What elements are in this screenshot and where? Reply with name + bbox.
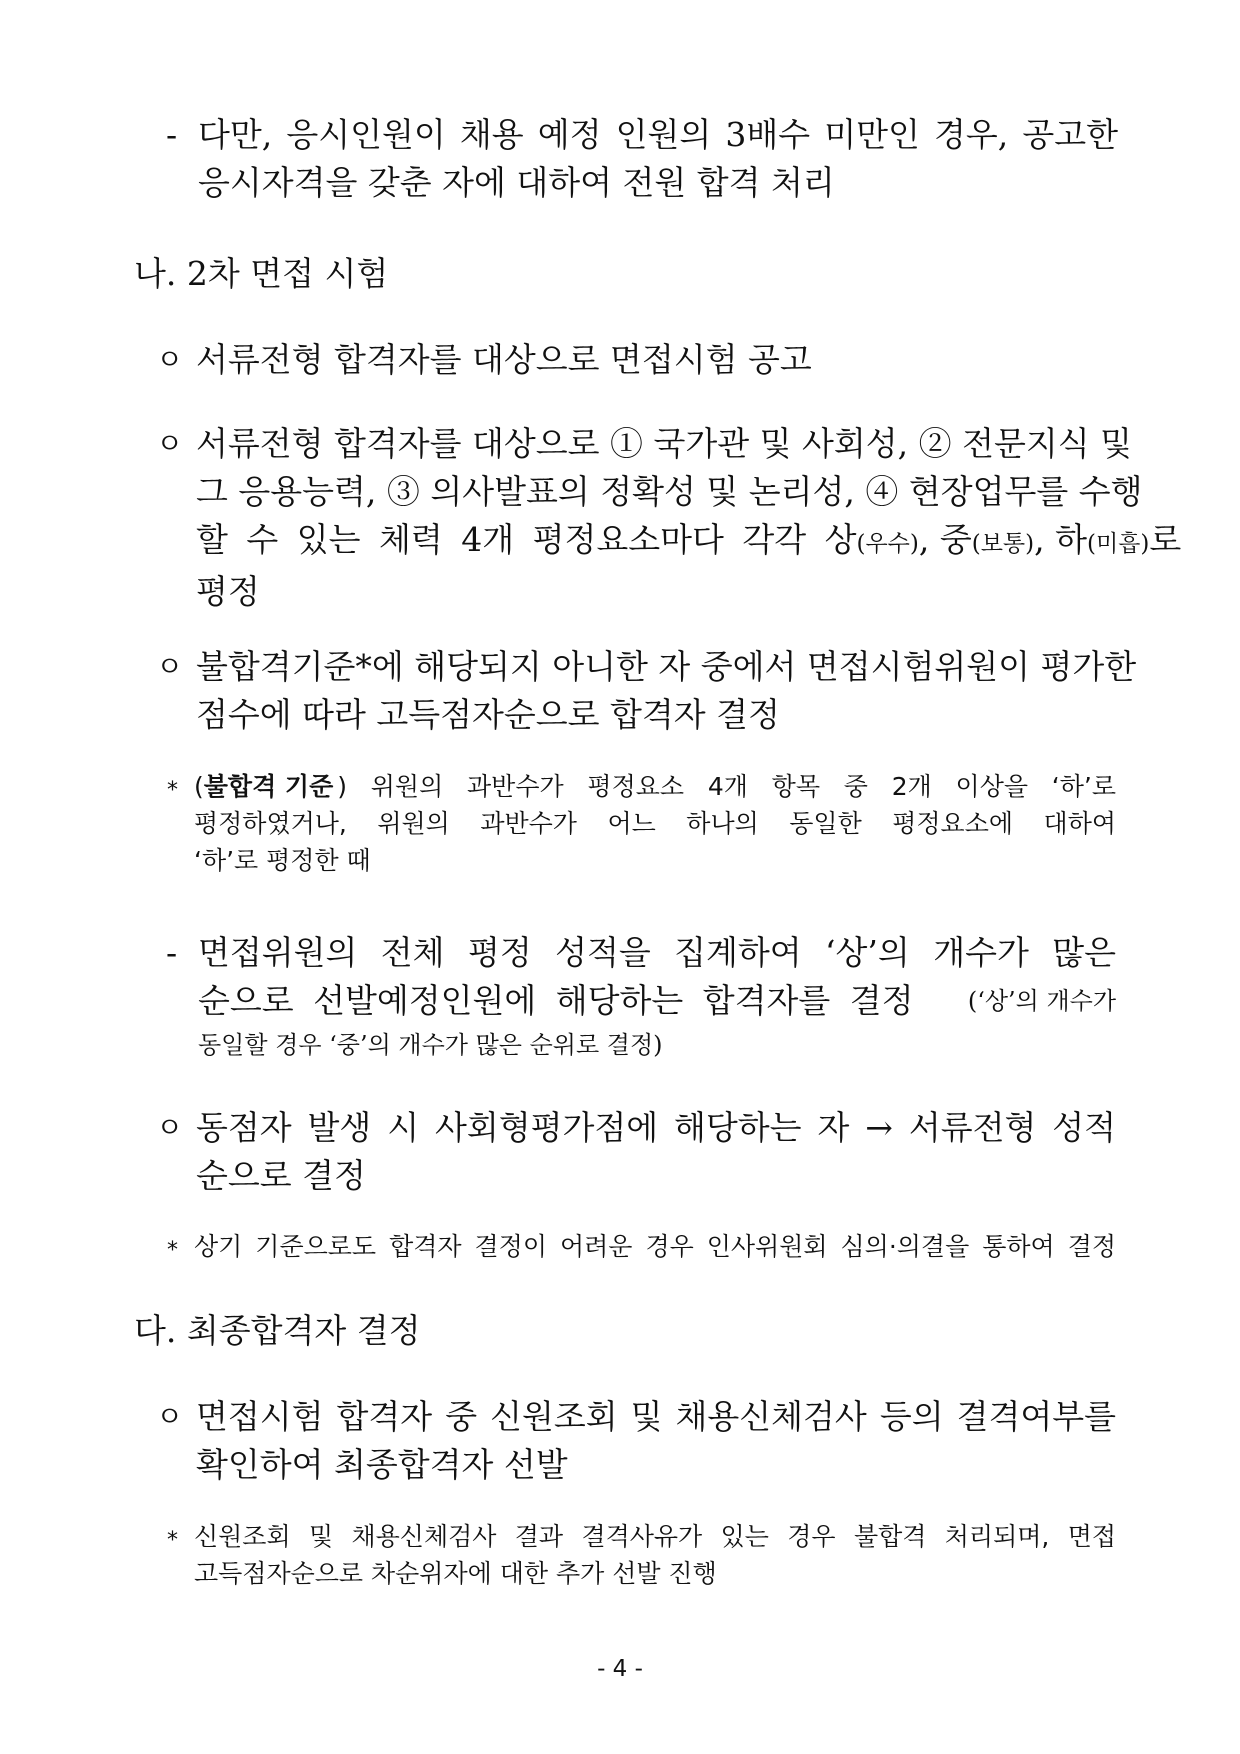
circle-bullet-marker: ㅇ xyxy=(156,650,184,683)
text-line xyxy=(198,977,1116,1025)
text-line: 서류전형 합격자를 대상으로 면접시험 공고 xyxy=(196,340,812,379)
dash-marker: - xyxy=(166,933,178,972)
text-line: 평정 xyxy=(196,572,260,611)
text-line: 동점자 발생 시 사회형평가점에 해당하는 자 → 서류전형 성적 xyxy=(196,1108,1116,1147)
text-line-grades xyxy=(196,516,1182,568)
text-line: 신원조회 및 채용신체검사 결과 결격사유가 있는 경우 불합격 처리되며, 면접 xyxy=(194,1522,1116,1551)
section-heading-interview: 나. 2차 면접 시험 xyxy=(134,254,389,293)
grade-high: 상 xyxy=(824,520,857,559)
asterisk-marker: * xyxy=(167,778,178,803)
text-line: 순으로 결정 xyxy=(196,1156,366,1195)
bullet-item-pass-decision xyxy=(156,643,1137,739)
paren-open: ( xyxy=(194,772,204,801)
asterisk-marker: * xyxy=(167,1238,178,1263)
asterisk-marker: * xyxy=(167,1528,178,1553)
text-line: 응시자격을 갖춘 자에 대하여 전원 합격 처리 xyxy=(198,163,835,202)
text-line: 면접위원의 전체 평정 성적을 집계하여 ‘상’의 개수가 많은 xyxy=(198,933,1116,972)
bullet-item-interview-notice xyxy=(156,336,1116,384)
grade-low-note: (미흡) xyxy=(1086,531,1150,557)
grade-group xyxy=(825,516,1182,568)
text-segment: 순으로 선발예정인원에 해당하는 합격자를 결정 xyxy=(198,981,914,1020)
text-line: 확인하여 최종합격자 선발 xyxy=(196,1445,568,1484)
text-line: 그 응용능력, ③ 의사발표의 정확성 및 논리성, ④ 현장업무를 수행 xyxy=(196,472,1143,511)
text-line: 점수에 따라 고득점자순으로 합격자 결정 xyxy=(196,695,780,734)
note-additional-selection xyxy=(167,1518,1116,1592)
text-line: 불합격기준*에 해당되지 아니한 자 중에서 면접시험위원이 평가한 xyxy=(196,647,1137,686)
text-line: 평정하였거나, 위원의 과반수가 어느 하나의 동일한 평정요소에 대하여 xyxy=(194,809,1116,838)
text-line: 고득점자순으로 차순위자에 대한 추가 선발 진행 xyxy=(194,1559,717,1588)
fail-criteria-text: ) 위원의 과반수가 평정요소 4개 항목 중 2개 이상을 ‘하’로 xyxy=(337,772,1116,801)
text-line-small: 동일할 경우 ‘중’의 개수가 많은 순위로 결정) xyxy=(198,1031,663,1059)
bullet-item-tie-break xyxy=(156,1104,1116,1200)
bullet-item-evaluation-factors xyxy=(156,420,1182,616)
text-line: 면접시험 합격자 중 신원조회 및 채용신체검사 등의 결격여부를 xyxy=(196,1397,1116,1436)
text-line: 상기 기준으로도 합격자 결정이 어려운 경우 인사위원회 심의·의결을 통하여 결정 xyxy=(194,1232,1116,1261)
grade-low: , 하 xyxy=(1034,520,1087,559)
bullet-item-final-selection xyxy=(156,1393,1116,1489)
dash-marker: - xyxy=(166,115,178,154)
fail-criteria-label: 불합격 기준 xyxy=(203,772,334,801)
grade-mid-note: (보통) xyxy=(971,531,1035,557)
page-number: - 4 - xyxy=(597,1656,643,1682)
dash-item-ranking xyxy=(166,929,1116,1065)
circle-bullet-marker: ㅇ xyxy=(156,1111,184,1144)
text-line: ‘하’로 평정한 때 xyxy=(194,846,371,875)
text-line: 서류전형 합격자를 대상으로 ① 국가관 및 사회성, ② 전문지식 및 xyxy=(196,424,1132,463)
dash-item-exception xyxy=(166,111,1118,207)
circle-bullet-marker: ㅇ xyxy=(156,1400,184,1433)
grade-mid: , 중 xyxy=(918,520,972,559)
grade-suffix: 로 xyxy=(1149,520,1182,559)
note-fail-criteria xyxy=(167,768,1116,879)
text-segment-small: (‘상’의 개수가 xyxy=(967,987,1116,1015)
text-segment: 할 수 있는 체력 4개 평정요소마다 각각 xyxy=(196,520,825,559)
section-heading-final: 다. 최종합격자 결정 xyxy=(134,1311,421,1350)
grade-high-note: (우수) xyxy=(856,531,919,557)
text-line: 다만, 응시인원이 채용 예정 인원의 3배수 미만인 경우, 공고한 xyxy=(198,115,1118,154)
note-committee-decision xyxy=(167,1228,1116,1265)
text-line xyxy=(194,768,1116,805)
circle-bullet-marker: ㅇ xyxy=(156,427,184,460)
circle-bullet-marker: ㅇ xyxy=(156,343,184,376)
